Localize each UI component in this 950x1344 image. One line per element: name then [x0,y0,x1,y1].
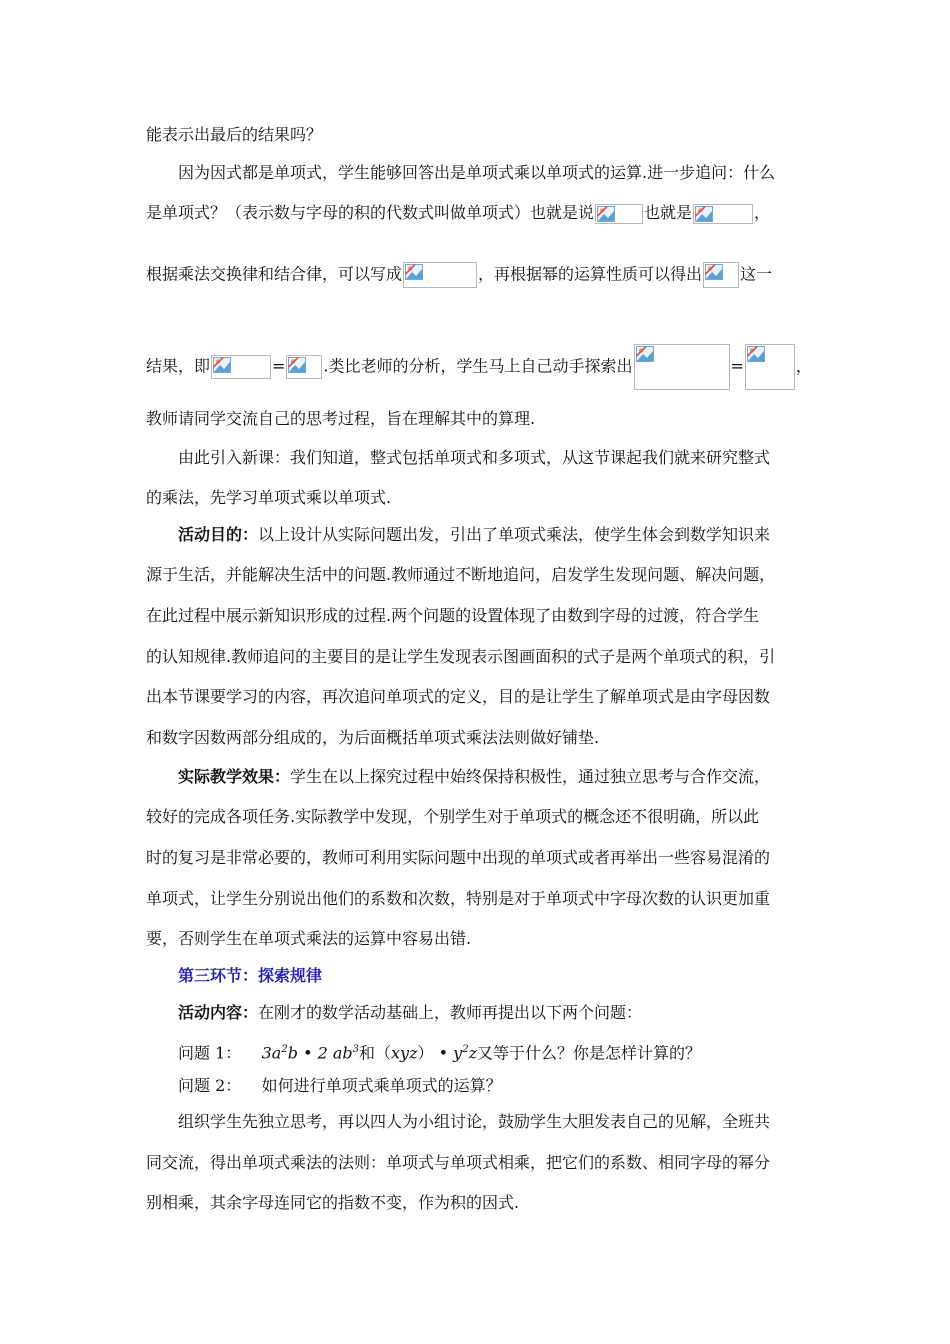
text-span: 又等于什么？你是怎样计算的？ [477,1043,702,1063]
math-exponent: 3 [352,1044,360,1055]
math-term: y [453,1043,463,1063]
text-span: = [272,356,286,376]
equation-image [693,204,753,224]
broken-image-icon [405,264,423,280]
broken-image-icon [288,357,306,373]
text-span: 在刚才的数学活动基础上，教师再提出以下两个问题： [258,1003,643,1022]
math-term: xyz [391,1043,418,1063]
paragraph-line: 因为因式都是单项式，学生能够回答出是单项式乘以单项式的运算.进一步追问：什么 [178,163,776,182]
text-span: 也就是 [644,203,693,222]
paragraph-line: 单项式，让学生分别说出他们的系数和次数，特别是对于单项式中字母次数的认识更加重 [146,889,771,908]
math-term: 2 ab [317,1043,353,1063]
paragraph-line [146,202,770,224]
paragraph-line: 教师请同学交流自己的思考过程，旨在理解其中的算理. [146,409,536,428]
text-span: 结果，即 [146,356,211,376]
text-span: = [730,356,744,376]
paragraph-label: 活动内容： [178,1003,259,1022]
paragraph-line: 源于生活，并能解决生活中的问题.教师通过不断地追问，启发学生发现问题、解决问题， [146,565,776,584]
paragraph-line [146,262,772,288]
question-label: 问题 1： [178,1043,242,1063]
math-exponent: 2 [281,1044,288,1055]
equation-image [703,262,739,288]
paragraph-line: 和数字因数两部分组成的，为后面概括单项式乘法法则做好铺垫. [146,728,600,747]
math-term: b [287,1043,298,1063]
broken-image-icon [747,346,765,362]
multiply-dot: • [438,1043,449,1063]
text-span: 这一 [740,264,773,284]
text-span: ，再根据幂的运算性质可以得出 [478,264,703,284]
paragraph-line: 的乘法，先学习单项式乘以单项式. [146,488,392,507]
text-span: 以上设计从实际问题出发，引出了单项式乘法，使学生体会到数学知识来 [258,525,771,544]
math-exponent: 2 [462,1044,469,1055]
broken-image-icon [597,206,615,222]
text-span: ） [417,1043,434,1063]
math-term: z [468,1043,478,1063]
equation-image [403,262,477,288]
paragraph-line [146,344,812,390]
text-span: .类比老师的分析，学生马上自己动手探索出 [323,356,633,376]
paragraph-line: 要，否则学生在单项式乘法的运算中容易出错. [146,929,472,948]
text-span: 如何进行单项式乘单项式的运算？ [261,1076,502,1095]
equation-image [286,355,322,379]
text-span: 和（ [359,1043,392,1063]
paragraph-line: 较好的完成各项任务.实际教学中发现，个别学生对于单项式的概念还不很明确，所以此 [146,807,760,826]
question-label: 问题 2： [178,1076,242,1095]
paragraph-line [178,1002,642,1024]
paragraph-line: 由此引入新课：我们知道，整式包括单项式和多项式，从这节课起我们就来研究整式 [178,448,771,467]
broken-image-icon [213,357,231,373]
paragraph-line: 的认知规律.教师追问的主要目的是让学生发现表示图画面积的式子是两个单项式的积，引 [146,647,776,666]
equation-image [745,344,795,390]
text-span: ， [754,203,771,222]
paragraph-line: 组织学生先独立思考，再以四人为小组讨论，鼓励学生大胆发表自己的见解，全班共 [178,1112,771,1131]
paragraph-line: 时的复习是非常必要的，教师可利用实际问题中出现的单项式或者再举出一些容易混淆的 [146,848,771,867]
math-term: 3a [261,1043,282,1063]
paragraph-line: 别相乘，其余字母连同它的指数不变，作为积的因式. [146,1193,520,1212]
equation-image [595,204,643,224]
paragraph-line: 能表示出最后的结果吗？ [146,125,323,144]
paragraph-line: 在此过程中展示新知识形成的过程.两个问题的设置体现了由数到字母的过渡，符合学生 [146,606,760,625]
question-2 [178,1075,502,1097]
text-span: 是单项式？（表示数与字母的积的代数式叫做单项式）也就是说 [146,203,595,222]
multiply-dot: • [303,1043,313,1063]
equation-image [211,355,271,379]
broken-image-icon [636,346,654,362]
equation-image [634,344,730,390]
broken-image-icon [705,264,723,280]
text-span: 根据乘法交换律和结合律，可以写成 [146,264,403,284]
text-span: 学生在以上探究过程中始终保持积极性，通过独立思考与合作交流， [290,767,771,786]
paragraph-label: 活动目的： [178,525,259,544]
paragraph-label: 实际教学效果： [178,767,291,786]
paragraph-line [178,524,770,546]
paragraph-line [178,766,770,788]
text-span: ， [795,356,812,376]
section-heading: 第三环节：探索规律 [178,966,323,985]
paragraph-line: 出本节课要学习的内容，再次追问单项式的定义，目的是让学生了解单项式是由字母因数 [146,687,771,706]
question-1 [178,1039,701,1064]
paragraph-line: 同交流，得出单项式乘法的法则：单项式与单项式相乘，把它们的系数、相同字母的幂分 [146,1153,771,1172]
broken-image-icon [695,206,713,222]
